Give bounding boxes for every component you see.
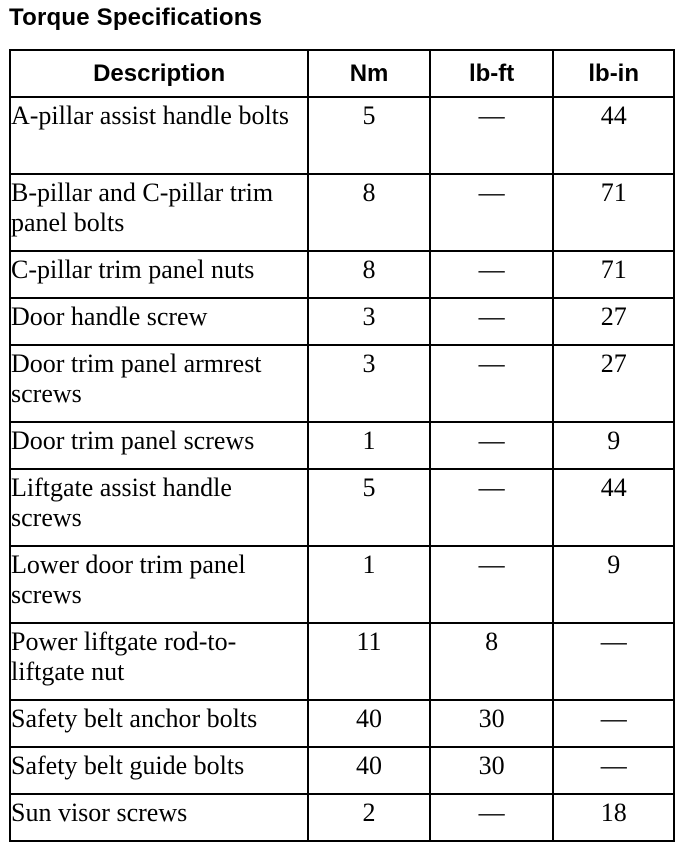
cell-description: Safety belt anchor bolts [10,700,308,747]
cell-lb-ft: 30 [430,700,554,747]
cell-lb-in: 27 [553,345,674,422]
cell-description: Door trim panel screws [10,422,308,469]
cell-lb-in: 44 [553,97,674,174]
cell-lb-ft: 8 [430,623,554,700]
cell-lb-in: 18 [553,794,674,841]
cell-lb-in: 44 [553,469,674,546]
cell-description: Door handle screw [10,298,308,345]
cell-lb-in: — [553,700,674,747]
cell-nm: 40 [308,700,430,747]
cell-lb-in: 71 [553,251,674,298]
cell-description: Sun visor screws [10,794,308,841]
cell-lb-in: 9 [553,546,674,623]
table-row [10,345,674,422]
table-row [10,623,674,700]
table-row [10,469,674,546]
table-row [10,546,674,623]
cell-description: B-pillar and C-pillar trim panel bolts [10,174,308,251]
cell-description: Power liftgate rod-to-liftgate nut [10,623,308,700]
cell-description: Liftgate assist handle screws [10,469,308,546]
table-row [10,422,674,469]
table-row [10,794,674,841]
cell-nm: 5 [308,469,430,546]
cell-lb-in: 27 [553,298,674,345]
cell-lb-ft: — [430,174,554,251]
cell-lb-ft: — [430,251,554,298]
cell-nm: 11 [308,623,430,700]
header-nm: Nm [308,50,430,97]
cell-description: Safety belt guide bolts [10,747,308,794]
cell-lb-ft: — [430,97,554,174]
cell-lb-ft: — [430,546,554,623]
cell-lb-in: — [553,747,674,794]
cell-nm: 40 [308,747,430,794]
page-title: Torque Specifications [9,4,263,31]
cell-nm: 3 [308,298,430,345]
cell-nm: 8 [308,251,430,298]
cell-lb-ft: — [430,298,554,345]
table-header-row [10,50,674,97]
cell-nm: 3 [308,345,430,422]
table-row [10,700,674,747]
table-row [10,747,674,794]
cell-lb-ft: — [430,469,554,546]
cell-nm: 1 [308,546,430,623]
cell-lb-in: 9 [553,422,674,469]
cell-nm: 8 [308,174,430,251]
table-row [10,174,674,251]
cell-lb-ft: — [430,794,554,841]
table-row [10,251,674,298]
cell-description: C-pillar trim panel nuts [10,251,308,298]
cell-description: A-pillar assist handle bolts [10,97,308,174]
cell-lb-ft: — [430,345,554,422]
cell-lb-in: — [553,623,674,700]
cell-lb-ft: 30 [430,747,554,794]
cell-description: Lower door trim panel screws [10,546,308,623]
table-row [10,298,674,345]
torque-spec-table [9,49,675,842]
table-row [10,97,674,174]
cell-nm: 2 [308,794,430,841]
header-lb-in: lb-in [553,50,674,97]
cell-description: Door trim panel armrest screws [10,345,308,422]
cell-lb-ft: — [430,422,554,469]
cell-lb-in: 71 [553,174,674,251]
header-lb-ft: lb-ft [430,50,554,97]
cell-nm: 1 [308,422,430,469]
cell-nm: 5 [308,97,430,174]
header-description: Description [10,50,308,97]
